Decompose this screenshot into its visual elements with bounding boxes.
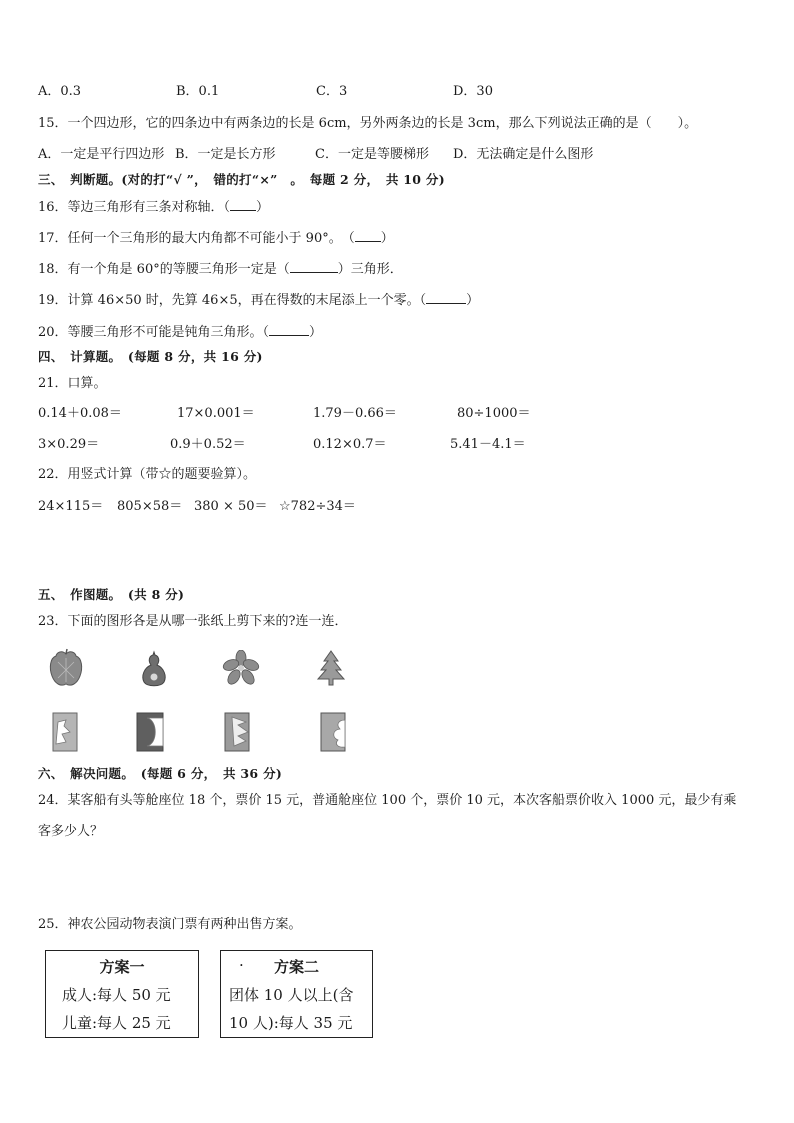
q22-item-3: 380 × 50＝ bbox=[194, 499, 268, 514]
q19-answer-blank[interactable] bbox=[426, 291, 466, 304]
q22-item-2: 805×58＝ bbox=[117, 499, 183, 514]
q21-r2-c4: 5.41－4.1＝ bbox=[450, 437, 526, 452]
section-4-title: 四、 计算题。 (每题 8 分，共 16 分) bbox=[38, 349, 263, 364]
q21-r2-c3: 0.12×0.7＝ bbox=[313, 437, 387, 452]
q21-r1-c4: 80÷1000＝ bbox=[457, 406, 531, 421]
section-3-title: 三、 判断题。(对的打“√ ”， 错的打“×” 。 每题 2 分， 共 10 分) bbox=[38, 172, 445, 187]
q16-close: ） bbox=[256, 200, 270, 215]
q25-stem: 25．神农公园动物表演门票有两种出售方案。 bbox=[38, 917, 302, 932]
q15-option-a: A．一定是平行四边形 bbox=[38, 147, 165, 162]
q14-option-d: D．30 bbox=[453, 84, 493, 99]
q18 bbox=[38, 260, 403, 279]
q21-r1-c1: 0.14＋0.08＝ bbox=[38, 406, 122, 421]
q24-line-1: 24．某客船有头等舱座位 18 个，票价 15 元，普通舱座位 100 个，票价 10 元，本次客船票价收入 1000 元，最少有乘 bbox=[38, 793, 737, 808]
q18-answer-blank[interactable] bbox=[290, 260, 338, 273]
q20-close: ） bbox=[309, 325, 323, 340]
plan-two-dot: · bbox=[239, 956, 244, 974]
gourd-shape-icon bbox=[140, 650, 168, 688]
q19-close: ） bbox=[466, 293, 480, 308]
q17 bbox=[38, 229, 394, 248]
section-5-title: 五、 作图题。 (共 8 分) bbox=[38, 587, 185, 602]
q21-r2-c2: 0.9＋0.52＝ bbox=[170, 437, 246, 452]
q20 bbox=[38, 323, 322, 342]
paper-a-icon bbox=[52, 712, 80, 752]
paper-d-icon bbox=[320, 712, 348, 752]
q22-item-4: ☆782÷34＝ bbox=[279, 499, 356, 514]
q17-answer-blank[interactable] bbox=[355, 229, 381, 242]
q21-r1-c2: 17×0.001＝ bbox=[177, 406, 255, 421]
q14-option-b: B．0.1 bbox=[176, 84, 220, 99]
q14-option-a: A．0.3 bbox=[38, 84, 82, 99]
q18-close: ）三角形． bbox=[337, 262, 403, 277]
q14-option-c: C．3 bbox=[316, 84, 348, 99]
q15-option-b: B．一定是长方形 bbox=[175, 147, 276, 162]
plan-one-child: 儿童:每人 25 元 bbox=[62, 1014, 171, 1032]
q23-stem: 23．下面的图形各是从哪一张纸上剪下来的?连一连． bbox=[38, 614, 348, 629]
q24-line-2: 客多少人？ bbox=[38, 824, 104, 839]
plan-one-title: 方案一 bbox=[99, 958, 145, 976]
section-6-title: 六、 解决问题。 (每题 6 分， 共 36 分) bbox=[38, 766, 283, 781]
paper-b-icon bbox=[136, 712, 164, 752]
plan-two-box bbox=[220, 950, 373, 1038]
plan-one-adult: 成人:每人 50 元 bbox=[62, 986, 171, 1004]
plan-one-box bbox=[45, 950, 199, 1038]
q16-text: 16．等边三角形有三条对称轴．（ bbox=[38, 200, 231, 215]
q22-stem: 22．用竖式计算（带☆的题要验算）。 bbox=[38, 467, 257, 482]
q16-answer-blank[interactable] bbox=[230, 198, 256, 211]
q17-close: ） bbox=[380, 231, 394, 246]
apple-shape-icon bbox=[48, 648, 84, 688]
q19 bbox=[38, 291, 479, 310]
paper-c-icon bbox=[224, 712, 252, 752]
flower-shape-icon bbox=[222, 650, 260, 686]
q19-text: 19．计算 46×50 时，先算 46×5，再在得数的末尾添上一个零。（ bbox=[38, 293, 427, 308]
q15-option-d: D．无法确定是什么图形 bbox=[453, 147, 594, 162]
plan-two-title: 方案二 bbox=[273, 958, 319, 976]
q15-stem: 15．一个四边形，它的四条边中有两条边的长是 6cm，另外两条边的长是 3cm，那么下列说法正确的是（ ）。 bbox=[38, 116, 698, 131]
q18-text: 18．有一个角是 60°的等腰三角形一定是（ bbox=[38, 262, 290, 277]
q15-option-c: C．一定是等腰梯形 bbox=[315, 147, 429, 162]
plan-two-line-1: 团体 10 人以上(含 bbox=[229, 986, 354, 1004]
q20-text: 20．等腰三角形不可能是钝角三角形。（ bbox=[38, 325, 270, 340]
tree-shape-icon bbox=[316, 650, 346, 686]
q16 bbox=[38, 198, 269, 217]
q17-text: 17．任何一个三角形的最大内角都不可能小于 90°。 （ bbox=[38, 231, 355, 246]
plan-two-line-2: 10 人):每人 35 元 bbox=[229, 1014, 353, 1032]
q22-item-1: 24×115＝ bbox=[38, 499, 104, 514]
q21-stem: 21．口算。 bbox=[38, 376, 107, 391]
q20-answer-blank[interactable] bbox=[269, 323, 309, 336]
q21-r1-c3: 1.79－0.66＝ bbox=[313, 406, 397, 421]
q21-r2-c1: 3×0.29＝ bbox=[38, 437, 100, 452]
